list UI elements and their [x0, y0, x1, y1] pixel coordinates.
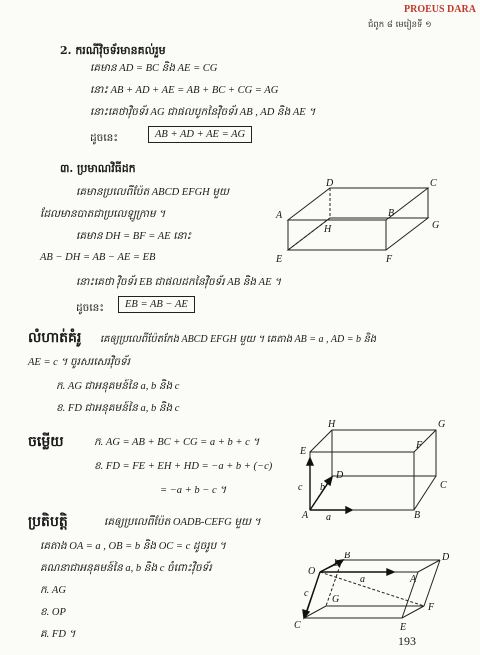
figure-rectangular-box — [292, 418, 452, 520]
solution-a: ក. AG = AB + BC + CG = a + b + c ។ — [94, 437, 260, 448]
section3-conclusion-label: ដូចនេះ — [76, 302, 104, 314]
fig3-label-g: G — [332, 594, 340, 605]
fig1-label-e: E — [276, 254, 283, 265]
practice-question-c: គ. FD ។ — [40, 629, 76, 640]
section3-line3: គេមាន DH = BF = AE នោះ — [76, 231, 192, 242]
practice-text1: គេឲ្យប្រលេពីប៉ែត OADB-CEFG មួយ ។ — [104, 517, 261, 528]
fig3-label-c: C — [294, 620, 301, 631]
fig3-label-f: F — [428, 602, 435, 613]
fig2-label-f: F — [416, 440, 423, 451]
fig2-label-d: D — [336, 470, 344, 481]
fig2-vector-b: b — [320, 482, 325, 493]
practice-text3: គណនាជាអនុគមន៍នៃ a, b និង c ចំពោះវ៉ិចទ័រ — [40, 563, 212, 574]
fig2-vector-c: c — [298, 482, 303, 493]
fig1-label-d: D — [326, 178, 334, 189]
section3-line1: គេមានប្រលេពីប៉ែត ABCD EFGH មួយ — [76, 187, 230, 198]
fig1-label-f: F — [386, 254, 393, 265]
fig2-label-c: C — [440, 480, 447, 491]
section3-line5: នោះគេថា វ៉ិចទ័រ EB ជាផលដកនៃវ៉ិចទ័រ AB និង AE ។ — [76, 277, 282, 288]
chapter-header: ជំពូក ៨ មេរៀនទី ១ — [368, 20, 432, 30]
figure-parallelepiped-oadb — [290, 552, 460, 634]
fig3-label-e: E — [400, 622, 407, 633]
page-number: 193 — [398, 634, 416, 648]
solution-b2: = −a + b − c ។ — [160, 485, 227, 496]
fig2-label-e: E — [300, 446, 307, 457]
exercise-title: លំហាត់គំរូ — [28, 330, 82, 346]
section3-title: ៣. ប្រមាណវិធីដក — [60, 162, 136, 175]
section2-line2: នោះ AB + AD + AE = AB + BC + CG = AG — [90, 85, 279, 96]
fig1-label-b: B — [388, 208, 395, 219]
fig1-label-h: H — [324, 224, 332, 235]
section2-conclusion-label: ដូចនេះ — [90, 132, 118, 144]
fig3-label-d: D — [442, 552, 450, 563]
fig3-label-a: A — [410, 574, 417, 585]
section3-line4: AB − DH = AB − AE = EB — [40, 252, 156, 263]
exercise-text1: គេឲ្យប្រលេពីប៉ែតកែង ABCD EFGH មួយ ។ គេតាង AB = a , AD = b និង — [100, 334, 377, 345]
practice-question-b: ខ. OP — [40, 607, 66, 618]
section2-line3: នោះគេថាវ៉ិចទ័រ AG ជាផលបូកនៃវ៉ិចទ័រ AB , AD និង AE ។ — [90, 107, 316, 118]
practice-title: ប្រតិបត្តិ — [28, 514, 68, 530]
fig2-label-h: H — [328, 419, 336, 430]
practice-text2: គេតាង OA = a , OB = b និង OC = c ដូចរូប ។ — [40, 541, 226, 552]
fig2-label-a: A — [302, 510, 309, 520]
fig3-label-o: O — [308, 566, 316, 577]
fig3-vector-b: b — [334, 558, 339, 569]
solution-b1: ខ. FD = FE + EH + HD = −a + b + (−c) — [94, 461, 273, 472]
practice-question-a: ក. AG — [40, 585, 66, 596]
brand-name: PROEUS DARA — [404, 4, 476, 15]
section2-line1: គេមាន AD = BC និង AE = CG — [90, 63, 218, 74]
exercise-question-b: ខ. FD ជាអនុគមន៍នៃ a, b និង c — [56, 403, 180, 414]
exercise-text2: AE = c ។ ចូរសរសេរវ៉ិចទ័រ — [28, 357, 130, 368]
solution-title: ចម្លើយ — [28, 434, 64, 450]
fig1-label-g: G — [432, 220, 440, 231]
section2-title: 2. ករណីវ៉ិចទ័រមានគល់រួម — [60, 44, 166, 57]
figure-parallelepiped-subtraction — [268, 178, 458, 270]
section3-result-box: EB = AB − AE — [118, 296, 195, 313]
fig2-vector-a: a — [326, 512, 331, 520]
fig2-label-b: B — [414, 510, 421, 520]
section2-result-box: AB + AD + AE = AG — [148, 126, 252, 143]
fig3-vector-a: a — [360, 574, 365, 585]
fig1-label-a: A — [276, 210, 283, 221]
fig2-label-g: G — [438, 419, 446, 430]
fig3-vector-c: c — [304, 588, 309, 599]
exercise-question-a: ក. AG ជាអនុគមន៍នៃ a, b និង c — [56, 381, 180, 392]
fig1-label-c: C — [430, 178, 437, 189]
section3-line2: ដែលមានបាតជាប្រលេឡូក្រាម ។ — [40, 209, 166, 220]
fig3-label-b: B — [344, 552, 351, 561]
